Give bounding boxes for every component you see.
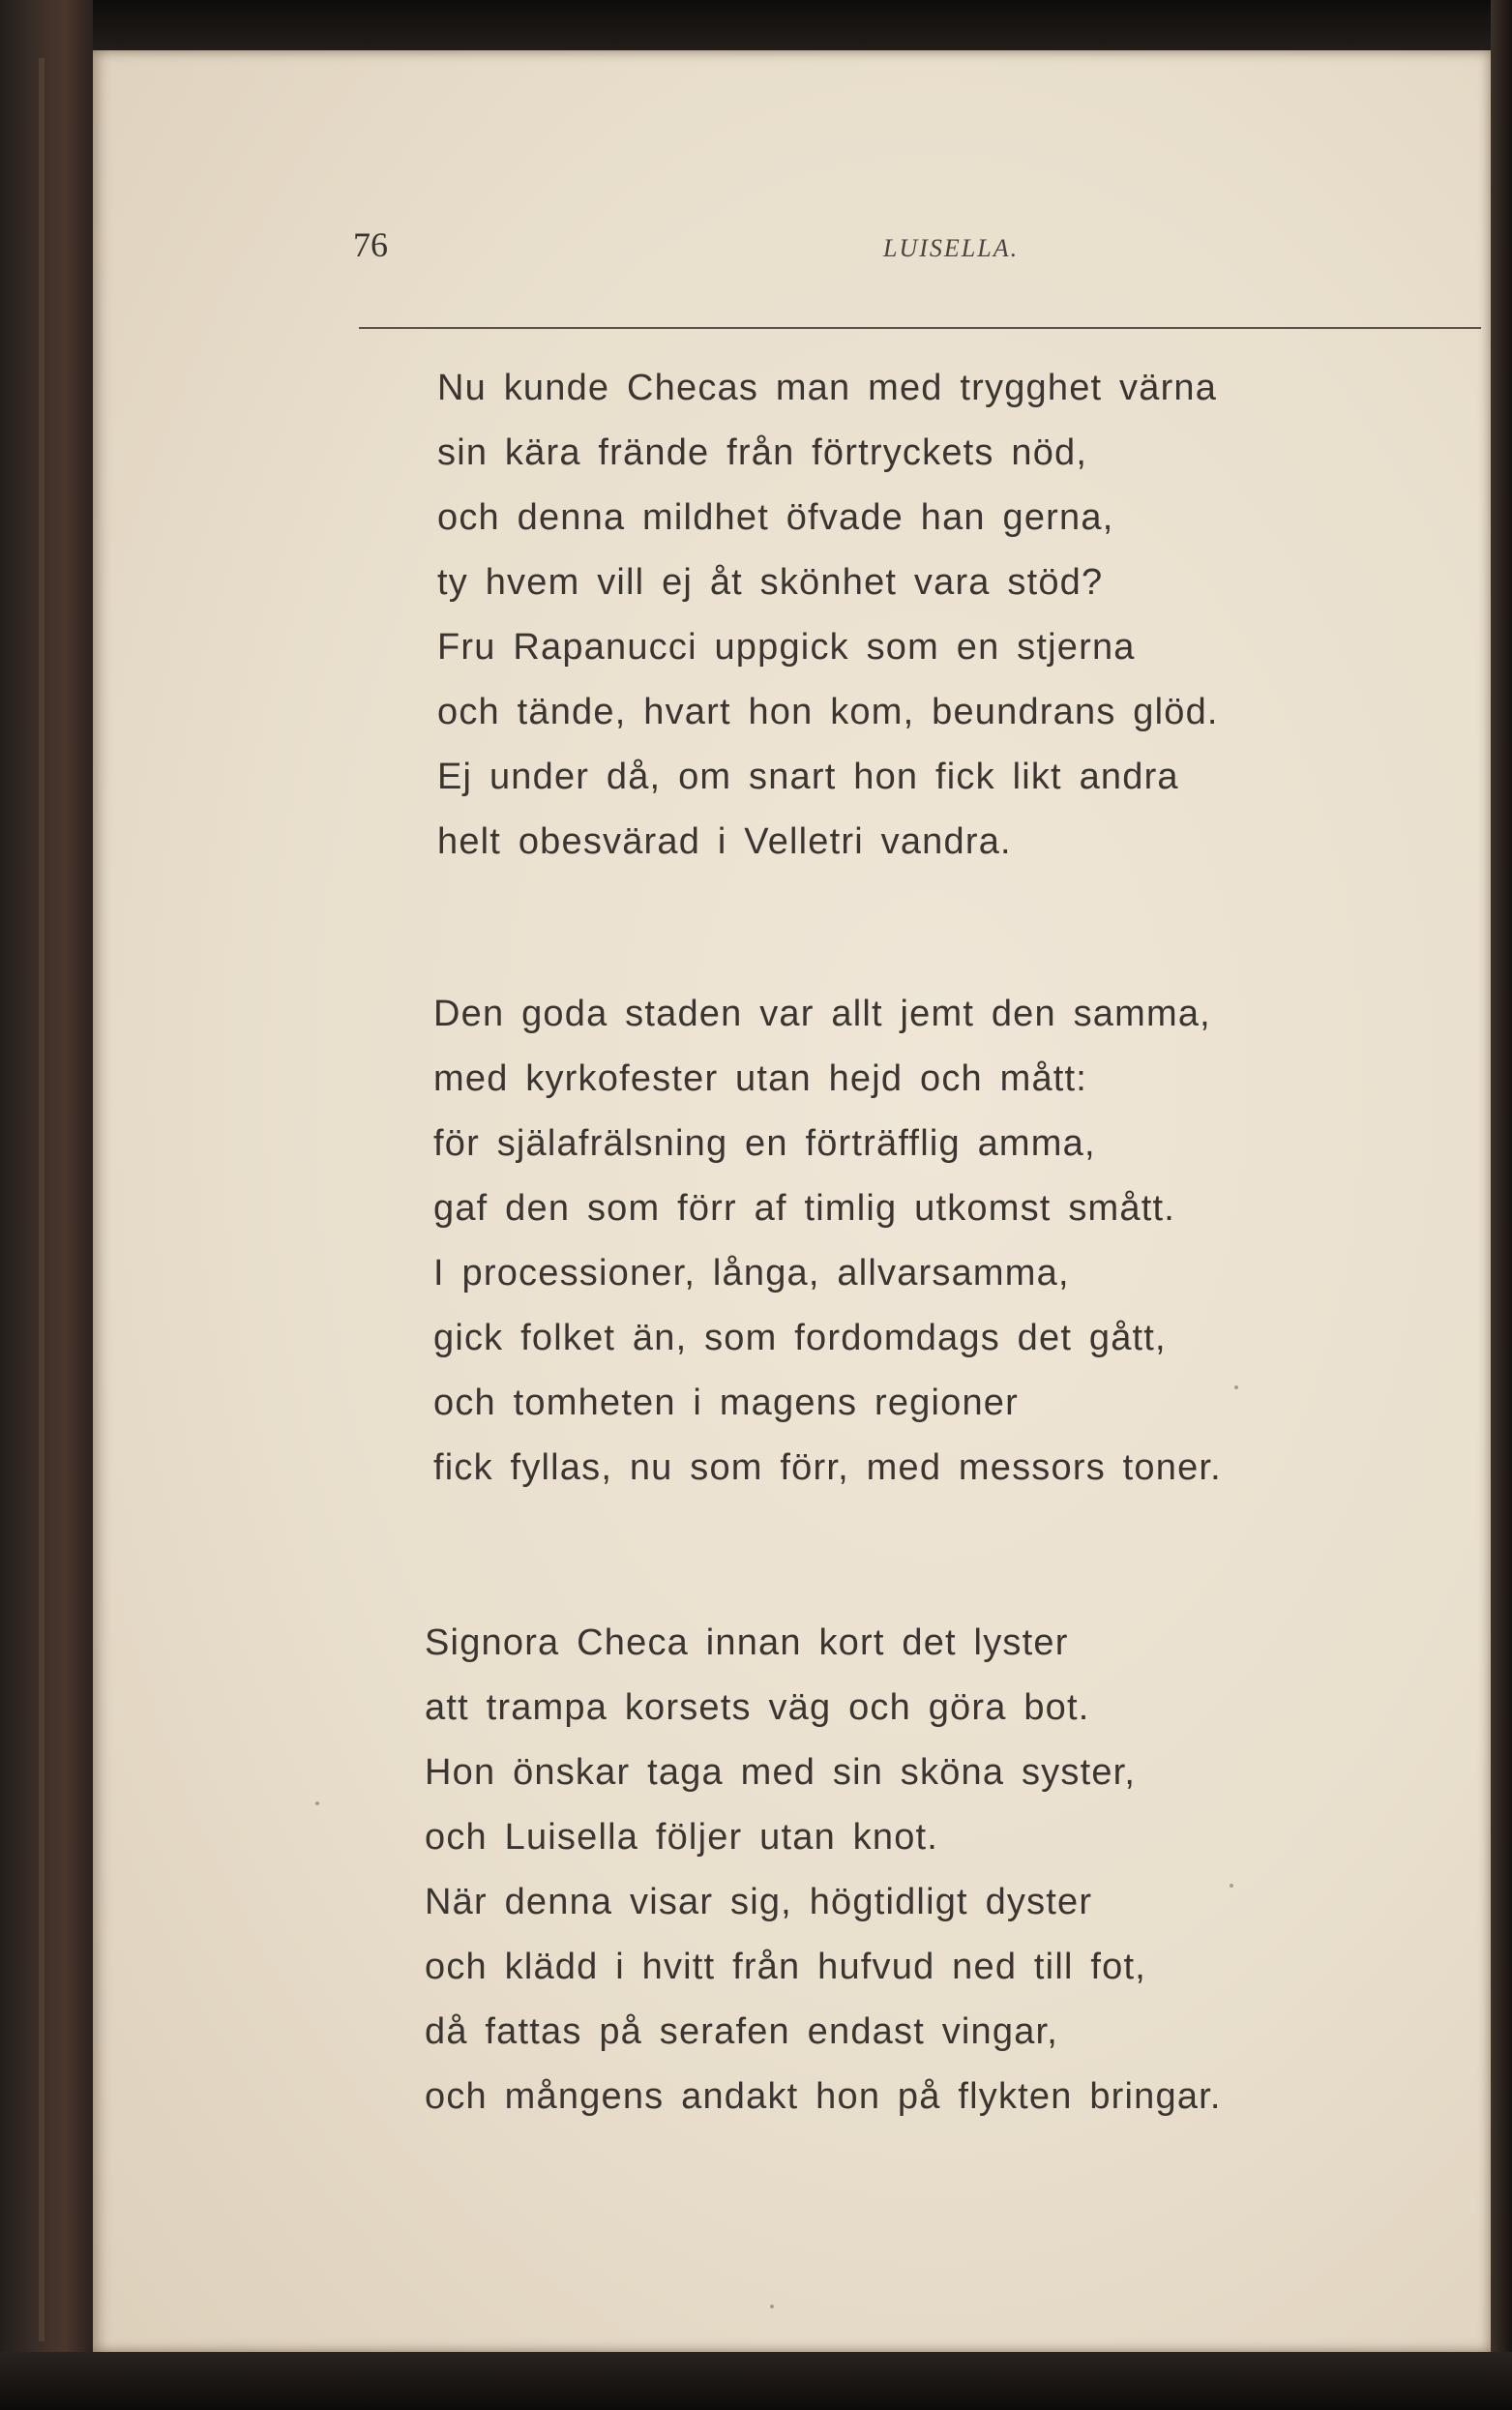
verse-line: Hon önskar taga med sin sköna syster, xyxy=(425,1752,1137,1793)
verse-line: och tände, hvart hon kom, beundrans glöd. xyxy=(437,692,1219,732)
verse-line: sin kära frände från förtryckets nöd, xyxy=(437,432,1088,473)
verse-line: och mångens andakt hon på flykten bringar. xyxy=(425,2076,1222,2117)
scan-border-right xyxy=(1491,0,1512,2410)
verse-line: för själafrälsning en förträfflig amma, xyxy=(433,1123,1096,1164)
paper-speck xyxy=(1234,1385,1238,1389)
verse-line: gick folket än, som fordomdags det gått, xyxy=(433,1318,1167,1358)
verse-line: och klädd i hvitt från hufvud ned till fot, xyxy=(425,1947,1146,1987)
verse-line: När denna visar sig, högtidligt dyster xyxy=(425,1882,1093,1922)
verse-line: ty hvem vill ej åt skönhet vara stöd? xyxy=(437,562,1104,603)
page-number: 76 xyxy=(353,225,388,264)
verse-line: Signora Checa innan kort det lyster xyxy=(425,1622,1069,1663)
paper-speck xyxy=(315,1801,319,1805)
verse-line: helt obesvärad i Velletri vandra. xyxy=(437,821,1012,862)
verse-line: fick fyllas, nu som förr, med messors toner. xyxy=(433,1447,1222,1488)
verse-line: med kyrkofester utan hejd och mått: xyxy=(433,1058,1088,1099)
verse-line: I processioner, långa, allvarsamma, xyxy=(433,1253,1070,1294)
verse-line: då fattas på serafen endast vingar, xyxy=(425,2011,1059,2052)
scan-border-bottom xyxy=(0,2352,1512,2410)
verse-line: att trampa korsets väg och göra bot. xyxy=(425,1687,1090,1728)
paper-speck xyxy=(770,2305,774,2308)
verse-line: Den goda staden var allt jemt den samma, xyxy=(433,994,1211,1034)
verse-line: gaf den som förr af timlig utkomst smått. xyxy=(433,1188,1175,1229)
verse-line: Nu kunde Checas man med trygghet värna xyxy=(437,368,1218,408)
verse-line: och Luisella följer utan knot. xyxy=(425,1817,939,1858)
book-page xyxy=(93,50,1491,2352)
book-binding xyxy=(0,0,93,2410)
running-title: LUISELLA. xyxy=(883,234,1020,262)
verse-line: Fru Rapanucci uppgick som en stjerna xyxy=(437,627,1136,668)
verse-line: och tomheten i magens regioner xyxy=(433,1383,1019,1423)
scan-border-top xyxy=(0,0,1512,50)
paper-speck xyxy=(1230,1884,1233,1888)
verse-line: Ej under då, om snart hon fick likt andra xyxy=(437,757,1179,797)
header-rule xyxy=(359,327,1481,329)
verse-line: och denna mildhet öfvade han gerna, xyxy=(437,497,1114,538)
page-header xyxy=(353,224,1320,283)
